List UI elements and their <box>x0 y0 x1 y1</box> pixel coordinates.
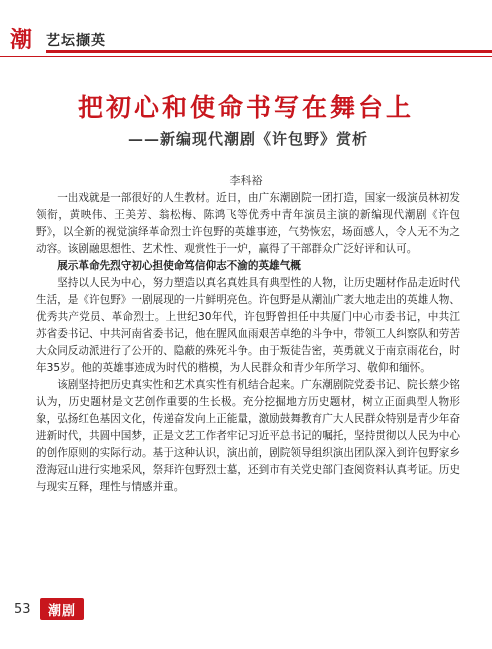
article-body <box>36 190 460 496</box>
magazine-logo <box>8 24 34 56</box>
footer-logo-text: 潮剧 <box>47 603 76 619</box>
page-header <box>0 0 492 62</box>
article-author: 李科裕 <box>229 174 263 187</box>
body-paragraph: 一出戏就是一部很好的人生教材。近日，由广东潮剧院一团打造，国家一级演员林初发领衔，黄映伟、王美芳、翁松梅、陈鸿飞等优秀中青年演员主演的新编现代潮剧《许包野》，以全新的视觉演绎革命烈士许包野的英雄事迹，气势恢宏，场面感人，令人无不为之动容。该剧融思想性、艺术性、观赏性于一炉，赢得了干部群众广泛好评和认可。 <box>36 192 460 255</box>
logo-glyph: 潮 <box>9 27 32 53</box>
header-rule-thick <box>46 50 492 53</box>
section-name: 艺坛撷英 <box>46 33 106 49</box>
section-heading: 展示革命先烈守初心担使命笃信仰志不渝的英雄气概 <box>57 260 301 272</box>
footer-logo <box>40 598 84 620</box>
article-title: 把初心和使命书写在舞台上 <box>77 93 414 122</box>
article-subtitle: ——新编现代潮剧《许包野》赏析 <box>128 130 369 148</box>
header-rule-thin <box>0 56 492 57</box>
body-paragraph: 坚持以人民为中心，努力塑造以真名真姓具有典型性的人物，让历史题材作品走近时代生活，是《许包野》一剧展现的一片鲜明亮色。许包野是从潮汕广袤大地走出的英雄人物、优秀共产党员、革命烈士。上世纪30年代，许包野曾担任中共厦门中心市委书记，中共江苏省委书记、中共河南省委书记，他在腥风血雨艰苦卓绝的斗争中，带领工人纠察队和劳苦大众同反动派进行了公开的、隐蔽的殊死斗争。由于叛徒告密，英勇就义于南京雨花台，时年35岁。他的英雄事迹成为时代的楷模，为人民群众和青少年所学习、敬仰和缅怀。 <box>36 277 460 374</box>
body-paragraph: 该剧坚持把历史真实性和艺术真实性有机结合起来。广东潮剧院党委书记、院长蔡少铭认为，历史题材是文艺创作重要的生长极。充分挖掘地方历史题材，树立正面典型人物形象，弘扬红色基因文化，传递奋发向上正能量，激励鼓舞教育广大人民群众特别是青少年奋进新时代，共圆中国梦，正是文艺工作者牢记习近平总书记的嘱托，坚持贯彻以人民为中心的创作原则的实际行动。基于这种认识，演出前，剧院领导组织演出团队深入到许包野家乡澄海冠山进行实地采风，祭拜许包野烈士墓，还到市有关党史部门查阅资料认真考证。历史与现实互释，理性与情感并重。 <box>36 379 460 493</box>
page-number: 53 <box>14 602 31 617</box>
